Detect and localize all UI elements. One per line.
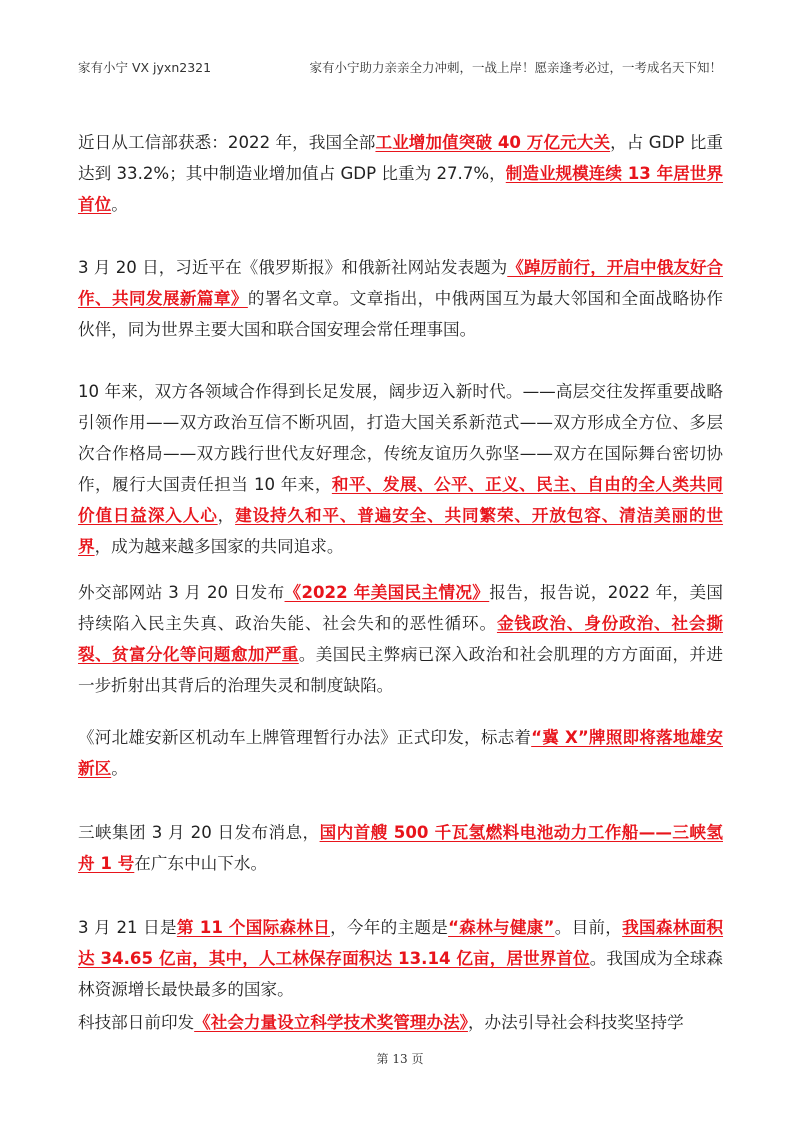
body-text: ，成为越来越多国家的共同追求。 bbox=[94, 536, 344, 556]
highlighted-text: 我国森林面积达 34.65 亿亩，其中，人工林保存面积达 13.14 亿亩，居世界首位 bbox=[78, 917, 724, 968]
body-text: 3 月 21 日是 bbox=[78, 917, 177, 937]
body-text: ，办法引导社会科技奖坚持学 bbox=[467, 1012, 684, 1032]
highlighted-text: 《踔厉前行，开启中俄友好合作、共同发展新篇章》 bbox=[78, 257, 724, 308]
highlighted-text: 《2022 年美国民主情况》 bbox=[284, 582, 490, 602]
body-text: 10 年来，双方各领域合作得到长足发展，阔步迈入新时代。——高层交往发挥重要战略引领作用——双方政治互信不断巩固，打造大国关系新范式——双方形成全方位、多层次合作格局——双方践行世代友好理念，传统友谊历久弥坚——双方在国际舞台密切协作，履行大国责任担当 10 年来， bbox=[78, 381, 723, 494]
page-number: 第 13 页 bbox=[376, 1052, 424, 1066]
paragraph bbox=[78, 252, 723, 345]
paragraph bbox=[78, 376, 723, 562]
highlighted-text: 工业增加值突破 40 万亿元大关 bbox=[375, 132, 611, 152]
paragraph bbox=[78, 577, 723, 701]
body-text: 。 bbox=[111, 194, 128, 214]
highlighted-text: 和平、发展、公平、正义、民主、自由的全人类共同价值日益深入人心 bbox=[78, 474, 724, 525]
body-text: 。 bbox=[111, 758, 128, 778]
highlighted-text: 第 11 个国际森林日 bbox=[176, 917, 331, 937]
body-text: 。美国民主弊病已深入政治和社会肌理的方方面面，并进一步折射出其背后的治理失灵和制度缺陷。 bbox=[78, 644, 724, 695]
highlighted-text: “森林与健康” bbox=[448, 917, 555, 937]
header-left-text: 家有小宁 VX jyxn2321 bbox=[78, 60, 212, 75]
highlighted-text: “冀 X”牌照即将落地雄安新区 bbox=[78, 727, 723, 778]
paragraph bbox=[78, 817, 723, 879]
body-text: 科技部日前印发 bbox=[78, 1012, 195, 1032]
body-text: 近日从工信部获悉：2022 年，我国全部 bbox=[78, 132, 376, 152]
paragraph bbox=[78, 722, 723, 784]
body-text: 3 月 20 日，习近平在《俄罗斯报》和俄新社网站发表题为 bbox=[78, 257, 508, 277]
header-right-text: 家有小宁助力亲亲全力冲刺，一战上岸！愿亲逢考必过，一考成名天下知！ bbox=[309, 60, 722, 75]
highlighted-text: 建设持久和平、普遍安全、共同繁荣、开放包容、清洁美丽的世界 bbox=[78, 505, 724, 556]
highlighted-text: 金钱政治、身份政治、社会撕裂、贫富分化等问题愈加严重 bbox=[78, 613, 723, 664]
paragraph bbox=[78, 912, 723, 1005]
highlighted-text: 国内首艘 500 千瓦氢燃料电池动力工作船——三峡氢舟 1 号 bbox=[78, 822, 723, 873]
body-text: 报告，报告说，2022 年，美国持续陷入民主失真、政治失能、社会失和的恶性循环。 bbox=[78, 582, 723, 633]
body-text: 的署名文章。文章指出，中俄两国互为最大邻国和全面战略协作伙伴，同为世界主要大国和联合国安理会常任理事国。 bbox=[78, 288, 724, 339]
paragraph bbox=[78, 1007, 723, 1038]
body-text: ， bbox=[217, 505, 236, 525]
body-text: ，今年的主题是 bbox=[330, 917, 449, 937]
highlighted-text: 《社会力量设立科学技术奖管理办法》 bbox=[194, 1012, 468, 1032]
body-text: 。我国成为全球森林资源增长最快最多的国家。 bbox=[78, 948, 723, 999]
body-text: 。目前， bbox=[554, 917, 623, 937]
paragraph bbox=[78, 127, 723, 220]
body-text: 外交部网站 3 月 20 日发布 bbox=[78, 582, 285, 602]
body-text: 《河北雄安新区机动车上牌管理暂行办法》正式印发，标志着 bbox=[78, 727, 532, 747]
highlighted-text: 制造业规模连续 13 年居世界首位 bbox=[78, 163, 723, 214]
body-text: 三峡集团 3 月 20 日发布消息， bbox=[78, 822, 320, 842]
body-text: 在广东中山下水。 bbox=[134, 853, 268, 873]
body-text: ，占 GDP 比重达到 33.2%；其中制造业增加值占 GDP 比重为 27.7%， bbox=[78, 132, 723, 183]
